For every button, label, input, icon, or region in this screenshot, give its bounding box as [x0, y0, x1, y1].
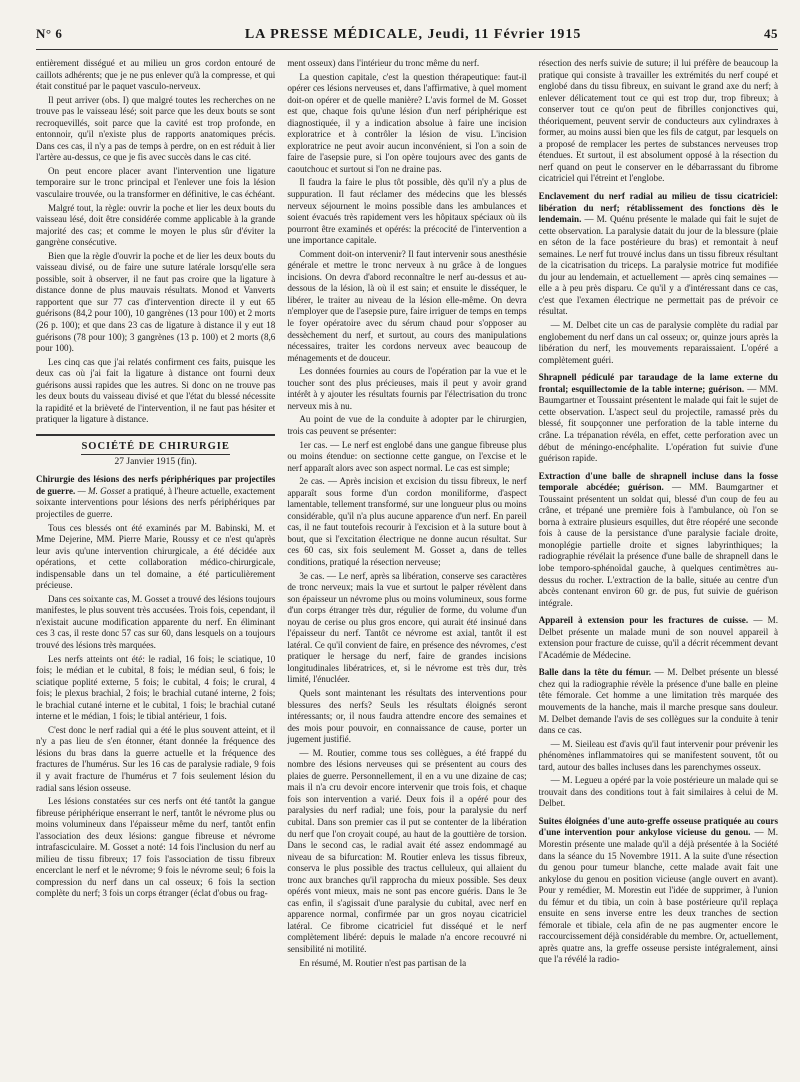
paragraph: C'est donc le nerf radial qui a été le plus souvent atteint, et il n'y a pas lieu de s'en étonner, étant donnée la fréquence des lésions du bras dans la guerre actuelle et la fréquence des fractures de l'humérus. Sur les 16 cas de paralysie radiale, 9 fois il y avait fracture de l'humérus et 7 fois seulement lésion du radial sans lésion osseuse.: [36, 724, 276, 793]
paragraph: Bien que la règle d'ouvrir la poche et de lier les deux bouts du vaisseau divisé, ou de faire une suture latérale lorsqu'elle sera possible, soit à observer, il ne faut pas croire que la ligature à distance donne de plus mauvais résultats. Monod et Vanverts rapportent que sur 77 cas d'intervention directe il y eut 65 guérisons (84,2 pour 100), 10 gangrènes (13 pour 100) et 2 morts (26 p. 100); et que dans 23 cas de ligature à distance il y eut 18 guérisons (78 pour 100); 3 gangrènes (13 p. 100) et 2 morts (8,6 pour 100).: [36, 250, 276, 354]
page-number-left: N° 6: [36, 26, 63, 41]
article-heading: Chirurgie des lésions des nerfs périphériques par projectiles de guerre. — M. Gosset a pratiqué, à l'heure actuelle, exactement soixante interventions pour lésions des nerfs périphériques par projectiles de guerre.: [36, 474, 276, 519]
page-number-right: 45: [763, 26, 778, 41]
paragraph: — M. Delbet cite un cas de paralysie complète du radial par englobement du nerf dans un cal osseux; or, quinze jours après la libération du nerf, les mouvements reparaissaient. L'opéré a complètement guéri.: [538, 320, 778, 365]
paragraph: Quels sont maintenant les résultats des interventions pour blessures des nerfs? Seuls les résultats éloignés seront intéressants; or, il nous faudra attendre encore des semaines et des mois pour pouvoir, en connaissance de cause, porter un jugement justifié.: [287, 687, 527, 745]
paragraph: 3e cas. — Le nerf, après sa libération, conserve ses caractères de tronc nerveux; mais la vue et surtout le palper révèlent dans son épaisseur un névrome plus ou moins volumineux, sous forme d'un corps étranger très dur, régulier de forme, du volume d'un noyau de cerise ou plus gros encore, qui aurait été insinué dans l'épaisseur du nerf. Tantôt ce névrome est axial, tantôt il est latéral. Ce qu'il convient de faire, en présence des névromes, c'est pratiquer le hersage du nerf, faire de grandes incisions longitudinales libératrices, et, si le névrome est très dur, très limité, l'énucléer.: [287, 570, 527, 685]
paragraph: Malgré tout, la règle: ouvrir la poche et lier les deux bouts du vaisseau lésé, doit être considérée comme applicable à la grande majorité des cas; et comme le moyen le plus sûr d'éviter la gangrène consécutive.: [36, 202, 276, 248]
column-2: [287, 58, 526, 1078]
paragraph: Au point de vue de la conduite à adopter par le chirurgien, trois cas peuvent se présenter:: [287, 414, 527, 436]
section-title: SOCIÉTÉ DE CHIRURGIE: [36, 440, 275, 453]
article-heading: Enclavement du nerf radial au milieu de tissu cicatriciel: libération du nerf; rétablissement des fonctions dès le lendemain. — M. Quénu présente le malade qui fait le sujet de cette observation. La paralysie datait du jour de la blessure (plaie en séton de la face postérieure du bras) et remontait à neuf semaines. Le nerf fut trouvé inclus dans un tissu fibreux résultant de la cicatrisation du triceps. La paralysie motrice fut modifiée du jour au lendemain, et actuellement — après cinq semaines — elle a à peu près disparu. Ce qu'il y a d'intéressant dans ce cas, c'est que l'examen électrique ne permettait pas de prévoir ce résultat.: [538, 191, 778, 317]
paragraph: ment osseux) dans l'intérieur du tronc même du nerf.: [287, 58, 480, 68]
paragraph: résection des nerfs suivie de suture; il lui préfère de beaucoup la pratique qui consiste à travailler les extrémités du nerf coupé et englobé dans du tissu fibreux, en suivant le grand axe du nerf; à enlever délicatement tout ce qui est trop dur, trop fibreux; à conserver tout ce qu'on peut de fibrilles conjonctives qui, théoriquement, peuvent servir de conducteurs aux cylindraxes à former, au moins aussi bien que les fils de catgut, par lesquels on a proposé de remplacer les pertes de substances nerveuses trop étendues. Et surtout, il est absolument opposé à la résection du nerf quand on peut le conserver en le débarrassant du fibrome cicatriciel qui l'étreint et l'englobe.: [538, 58, 778, 184]
paragraph: On peut encore placer avant l'intervention une ligature temporaire sur le tronc principal et l'enlever une fois la lésion vasculaire trouvée, ou la transformer en définitive, le cas échéant.: [36, 165, 276, 200]
section-date: 27 Janvier 1915 (fin).: [114, 457, 197, 468]
paragraph: Les lésions constatées sur ces nerfs ont été tantôt la gangue fibreuse périphérique enserrant le nerf, tantôt le névrome plus ou moins volumineux dans l'épaisseur même du nerf, tantôt enfin l'association des deux lésions: gangue fibreuse et névrome intrafasciculaire. M. Gosset a noté: 14 fois l'inclusion du nerf au milieu de tissu fibreux; 17 fois l'association de tissu fibreux encerclant le nerf et le névrome; 9 fois le névrome seul; 6 fois la compression du nerf dans un cal osseux; 6 fois la section complète du nerf; 3 fois un corps étranger (éclat d'obus ou frag-: [36, 796, 276, 899]
column-1: [36, 58, 275, 1078]
paragraph: Il faudra la faire le plus tôt possible, dès qu'il n'y a plus de suppuration. Il faut réclamer des médecins que les blessés nerveux séjournent le moins possible dans les ambulances et soient évacués très rapidement vers les hôpitaux spéciaux où ils pourront être examinés et opérés: la précocité de l'intervention a une importance capitale.: [287, 177, 527, 246]
paragraph: — M. Legueu a opéré par la voie postérieure un malade qui se trouvait dans des conditions tout à fait similaires à celui de M. Delbet.: [538, 775, 778, 809]
column-3: [539, 58, 778, 1078]
article-heading: Balle dans la tête du fémur. — M. Delbet présente un blessé chez qui la radiographie révèle la présence d'une balle en pleine tête fémorale. Cet homme a une limitation très marquée des mouvements de la hanche, mais il marche presque sans douleur. M. Delbet demande l'avis de ses collègues sur la conduite à tenir dans ce cas.: [538, 667, 778, 736]
paragraph: Il peut arriver (obs. I) que malgré toutes les recherches on ne trouve pas le vaisseau lésé; soit parce que les deux bouts se sont recroquevillés, soit parce que la cavité est trop profonde, en entonnoir, qu'il n'existe plus de rapports anatomiques précis. Dans ces cas, il n'y a pas de temps à perdre, on en est réduit à lier l'artère au-dessus, ce que je fis avec succès dans le cas cité.: [36, 94, 276, 163]
paragraph: 1er cas. — Le nerf est englobé dans une gangue fibreuse plus ou moins étendue: on sectionne cette gangue, on l'excise et le nerf apparaît alors avec son aspect normal. Le cas est simple;: [287, 439, 527, 473]
text-columns: [36, 58, 778, 1078]
article-heading: Appareil à extension pour les fractures de cuisse. — M. Delbet présente un malade muni de son nouvel appareil à extension pour fracture de cuisse, qu'il a décrit récemment devant l'Académie de Médecine.: [538, 615, 778, 660]
section-divider: [36, 434, 275, 436]
paragraph: Tous ces blessés ont été examinés par M. Babinski, M. et Mme Dejerine, MM. Pierre Marie, Roussy et ce n'est qu'après leur avis qu'une intervention chirurgicale, a été décidée aux opérations, et cette collaboration médico-chirurgicale, indispensable dans un tel domaine, a été particulièrement précieuse.: [36, 522, 276, 591]
paragraph: Dans ces soixante cas, M. Gosset a trouvé des lésions toujours manifestes, le plus souvent très accusées. Trois fois, cependant, il n'existait aucune modification apparente du nerf. En éliminant ces 3 cas, il reste donc 57 cas sur 60, dans lesquels on a toujours trouvé des lésions très marquées.: [36, 593, 276, 650]
paragraph: La question capitale, c'est la question thérapeutique: faut-il opérer ces lésions nerveuses et, dans l'affirmative, à quel moment doit-on opérer et de quelle manière? L'avis formel de M. Gosset est que, chaque fois qu'une lésion d'un nerf périphérique est diagnostiquée, il y a indication absolue à faire une incision exploratrice et à contrôler la lésion de visu. L'incision exploratrice ne peut avoir aucun inconvénient, si l'on a soin de faire de l'asepsie pure, si l'on opère toujours avec des gants de caoutchouc et surtout si l'on ne draine pas.: [287, 71, 527, 174]
paragraph: Les cinq cas que j'ai relatés confirment ces faits, puisque les deux cas où j'ai fait la ligature à distance ont fourni deux guérisons aussi rapides que les autres. Si donc on ne trouve pas les deux bouts du vaisseau divisé et que l'état du blessé nécessite la rapidité et la brièveté de l'intervention, il ne faut pas hésiter et pratiquer la ligature à distance.: [36, 356, 276, 425]
paragraph: Les données fournies au cours de l'opération par la vue et le toucher sont des plus précieuses, mais il peut y avoir grand intérêt à y ajouter les résultats fournis par l'électrisation du tronc nerveux mis à nu.: [287, 366, 527, 411]
journal-title: LA PRESSE MÉDICALE, Jeudi, 11 Février 1915: [244, 27, 582, 42]
paragraph: — M. Sieileau est d'avis qu'il faut intervenir pour prévenir les phénomènes inflammatoires qui se manifestent souvent, tôt ou tard, autour des balles incluses dans les parenchymes osseux.: [538, 738, 778, 772]
paragraph: — M. Routier, comme tous ses collègues, a été frappé du nombre des lésions nerveuses qui se présentent au cours des plaies de guerre. Personnellement, il en a vu une dizaine de cas; mais il n'a cru devoir encore intervenir que trois fois, et chaque fois son intervention a varié. Deux fois il a opéré pour des paralysies du nerf radial; une fois, pour la paralysie du nerf cubital. Dans son premier cas il put se contenter de la libération du nerf que l'on croyait coupé, au haut de la gouttière de torsion. Dans le second cas, le radial avait été assez endommagé au niveau de sa bifurcation: M. Routier enleva les tissus fibreux, conserva le plus possible des tractus celluleux, qui allaient du tronc aux branches qu'il rapprocha du mieux possible. Ses deux opérés vont mieux, mais ne sont pas encore guéris. Dans le 3e cas enfin, il s'agissait d'une paralysie du cubital, avec nerf en apparence normal, confirmée par un gros noyau cicatriciel latéral. Ce fibrome cicatriciel fut disséqué et le nerf complètement libéré: depuis le malade n'a encore recouvré ni sensibilité ni motilité.: [287, 747, 527, 955]
article-heading: Suites éloignées d'une auto-greffe osseuse pratiquée au cours d'une intervention pour ankylose vicieuse du genou. — M. Morestin présente une malade qu'il a déjà présentée à la Société dans la séance du 15 Novembre 1911. A la suite d'une résection du genou pour tumeur blanche, cette malade avait fait une ankylose du genou en position vicieuse (angle ouvert en avant). Pour y remédier, M. Morestin eut l'idée de supprimer, à l'union du fémur et du tibia, un coin à base postérieure qu'il replaça ensuite en sens inverse entre les deux tranches de section fémorale et tibiale, cela afin de ne pas augmenter encore le raccourcissement déjà considérable du membre. Or, actuellement, après quatre ans, la greffe osseuse persiste intégralement, ainsi que l'a révélé la radio-: [538, 815, 778, 965]
paragraph: 2e cas. — Après incision et excision du tissu fibreux, le nerf apparaît sous forme d'un cordon moniliforme, d'aspect lamentable, tellement transformé, sur une longueur plus ou moins considérable, qu'il n'a plus aucune apparence d'un nerf. En pareil cas, il ne faut toutefois recourir à l'excision et à la suture bout à bout, que si l'excitation électrique ne donne aucun résultat. Sur ces 60 cas, six fois seulement M. Gosset a, dans de telles conditions, pratiqué la résection nerveuse;: [287, 476, 527, 567]
article-heading: Shrapnell pédiculé par taraudage de la lame externe du frontal; esquillectomie de la table interne; guérison. — MM. Baumgartner et Toussaint présentent le malade qui fait le sujet de cette observation. L'aspect seul du projectile, ramassé près du blessé, fit soupçonner une perforation de la table interne du crâne. La trépanation révéla, en effet, cette perforation avec un début de méningo-encéphalite. L'opération fut suivie d'une guérison rapide.: [538, 372, 778, 464]
paragraph: En résumé, M. Routier n'est pas partisan de la: [299, 957, 467, 968]
paragraph: entièrement disségué et au milieu un gros cordon entouré de caillots adhérents; que je ne pus enlever qu'à la compresse, et qui était constitué par le paquet vasculo-nerveux.: [36, 58, 276, 92]
article-heading: Extraction d'une balle de shrapnell incluse dans la fosse temporale abcédée; guérison. — MM. Baumgartner et Toussaint présentent un soldat qui, blessé d'un coup de feu au crâne, et trépané une première fois à l'ambulance, où l'on se borna à extraire plusieurs esquilles, dut être réopéré une seconde fois à cause de la persistance d'une paralysie faciale droite, monoplégie partielle droite et signes labyrinthiques; la radiographie révélait la présence d'une balle de shrapnell dans le lobe temporo-sphénoïdal gauche, à quelques centimètres au-dessus du rocher. L'extraction de la balle, située au centre d'un abcès contenant environ 60 gr. de pus, fut suivie de guérison intégrale.: [538, 470, 778, 608]
paragraph: Comment doit-on intervenir? Il faut intervenir sous anesthésie générale et mettre le tronc nerveux à nu grâce à de longues incisions. On devra d'abord reconnaître le nerf au-dessus et au-dessous de la lésion, là où il est sain; et ensuite le disséquer, le libérer, le traiter au niveau de la lésion elle-même. On devra n'employer que de l'asepsie pure, faire irriguer de temps en temps le foyer opératoire avec du sérum chaud pour s'opposer au dessèchement du nerf, et surtout, au cours des manipulations nécessaires, traiter les cordons nerveux avec beaucoup de ménagements et de douceur.: [287, 248, 527, 363]
page-header: [36, 26, 778, 50]
paragraph: Les nerfs atteints ont été: le radial, 16 fois; le sciatique, 10 fois; le médian et le cubital, 8 fois; le médian seul, 6 fois; le sciatique poplité externe, 5 fois; le cubital, 4 fois; le crural, 4 fois; le plexus brachial, 2 fois; le brachial cutané interne, 2 fois; le brachial cutané interne et le cubital, 1 fois; le brachial cutané interne et le médian, 1 fois; le tibial antérieur, 1 fois.: [36, 653, 276, 722]
